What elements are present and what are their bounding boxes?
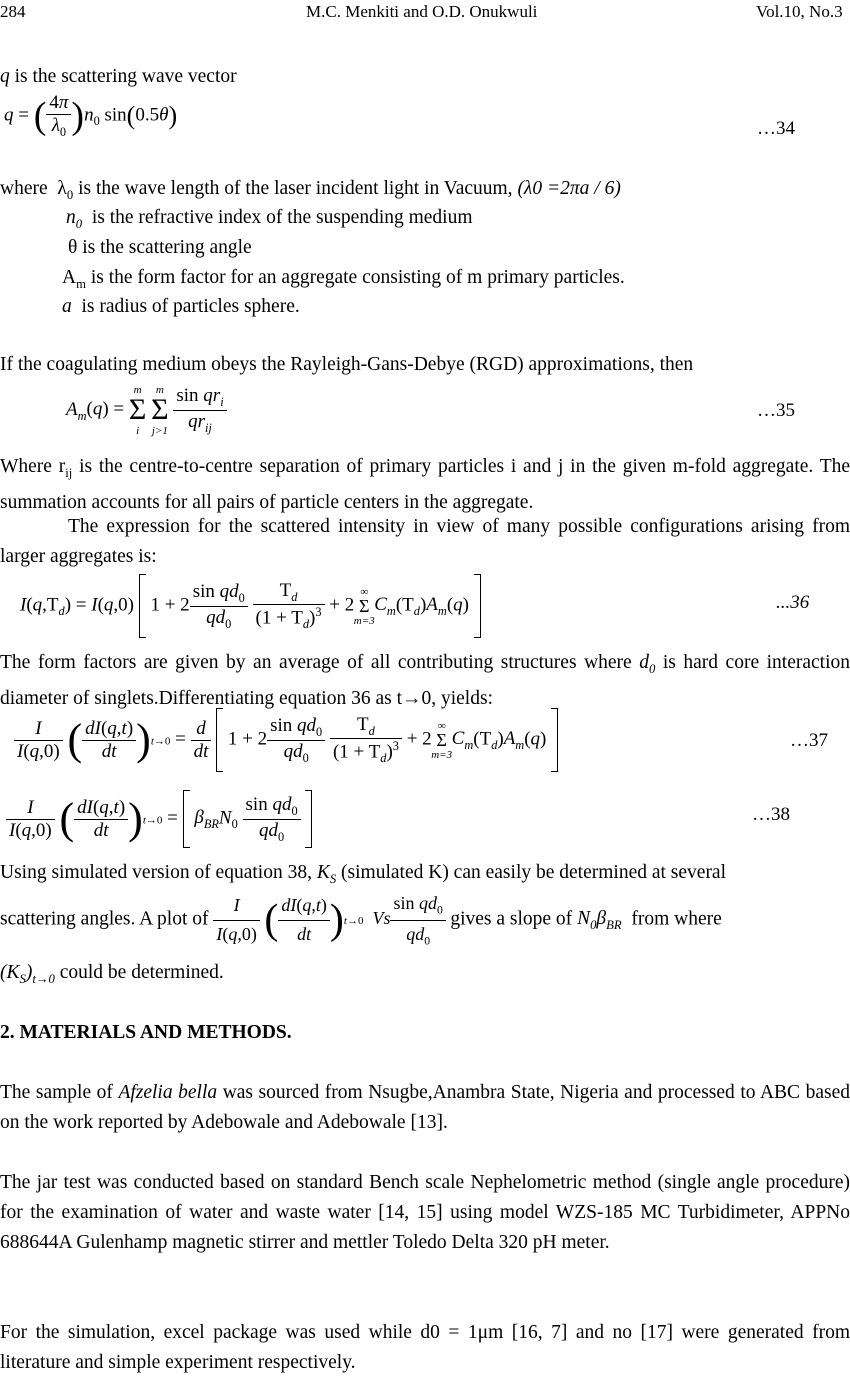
page-number: 284: [0, 2, 26, 21]
definition-theta: θ is the scattering angle: [68, 237, 252, 258]
equation-37: $\frac{I}{I(q,0)}$ ( $\frac{dI(q,t)}{dt}$ )t→0 = $\frac{d}{dt}$ 1 + 2 $\frac{\sin qd_0}{qd_0}$ $\frac{T_d}{(1 + T_d)^3}$ + 2 Σ ∞ m=3 $C_m(T_d)A_m(q)$: [14, 708, 558, 772]
equation-37-number: …37: [790, 730, 828, 751]
definition-am: $A_m$ is the form factor for an aggregate consisting of m primary particles.: [62, 267, 625, 291]
definition-a: a is radius of particles sphere.: [62, 296, 300, 317]
scattered-intensity-paragraph: The expression for the scattered intensity in view of many possible configurations arising from larger aggregates is:: [0, 516, 850, 567]
definition-lambda: where $\lambda_0$ is the wave length of the laser incident light in Vacuum, (λ0 =2πa / 6): [0, 178, 621, 202]
rij-paragraph: Where $r_{ij}$ is the centre-to-centre separation of primary particles i and j in the given m-fold aggregate. The summation accounts for all pairs of particle centers in the aggregate.: [0, 456, 850, 513]
simulation-paragraph-line3: $(K_S)_{t\to 0}$ could be determined.: [0, 962, 224, 986]
equation-36-number: ...36: [776, 592, 810, 613]
equation-36: $I(q,T_d) = I(q,0) 1 + 2$ $\frac{\sin qd_0}{qd_0}$ $\frac{T_d}{(1 + T_d)^3}$ + 2 Σ ∞ m=3 $C_m(T_d)A_m(q)$: [20, 574, 481, 638]
q-intro: q is the scattering wave vector: [0, 66, 237, 87]
running-volume: Vol.10, No.3: [756, 2, 843, 21]
definition-n0: $n_0$ is the refractive index of the suspending medium: [66, 207, 473, 231]
simulation-paragraph-line2: scattering angles. A plot of $\frac{I}{I(q,0)}$ ( $\frac{dI(q,t)}{dt}$ )t→0 Vs $\frac{\sin qd_0}{qd_0}$ gives a slope of $N_0\beta_{BR}$ from where: [0, 890, 722, 950]
equation-38-number: …38: [752, 804, 790, 825]
form-factor-paragraph: The form factors are given by an average of all contributing structures where $d_0$ is hard core interaction diameter of singlets.Differentiating equation 36 as t→0, yields:: [0, 652, 850, 709]
running-authors: M.C. Menkiti and O.D. Onukwuli: [306, 2, 538, 21]
rgd-intro: If the coagulating medium obeys the Rayleigh-Gans-Debye (RGD) approximations, then: [0, 354, 694, 375]
equation-34-number: …34: [757, 118, 795, 139]
jar-test-paragraph: The jar test was conducted based on standard Bench scale Nephelometric method (single angle procedure) for the examination of water and waste water [14, 15] using model WZS-185 MC Turbidimeter, APPNo 688644A Gulenhamp magnetic stirrer and mettler Toledo Delta 320 pH meter.: [0, 1172, 850, 1253]
equation-35-number: …35: [757, 400, 795, 421]
equation-34: q = ( $\frac{4\pi}{\lambda_0}$ )$n_0$ sin(0.5θ): [4, 92, 178, 139]
equation-35: $A_m(q) = \Sigma$ m i Σ m j>1 $\frac{\sin qr_i}{qr_{ij}}$: [66, 385, 227, 436]
sample-paragraph: The sample of Afzelia bella was sourced from Nsugbe,Anambra State, Nigeria and processed to ABC based on the work reported by Adebowale and Adebowale [13].: [0, 1082, 850, 1133]
equation-38: $\frac{I}{I(q,0)}$ ( $\frac{dI(q,t)}{dt}$ )$t\to 0 = \beta_{BR}N_0$ $\frac{\sin qd_0}{qd_0}$: [6, 790, 312, 848]
simulation-package-paragraph: For the simulation, excel package was used while d0 = 1μm [16, 7] and no [17] were generated from literature and simple experiment respectively.: [0, 1322, 850, 1373]
section-heading: 2. MATERIALS AND METHODS.: [0, 1022, 292, 1043]
simulation-paragraph-line1: Using simulated version of equation 38, $K_S$ (simulated K) can easily be determined at several: [0, 862, 727, 886]
